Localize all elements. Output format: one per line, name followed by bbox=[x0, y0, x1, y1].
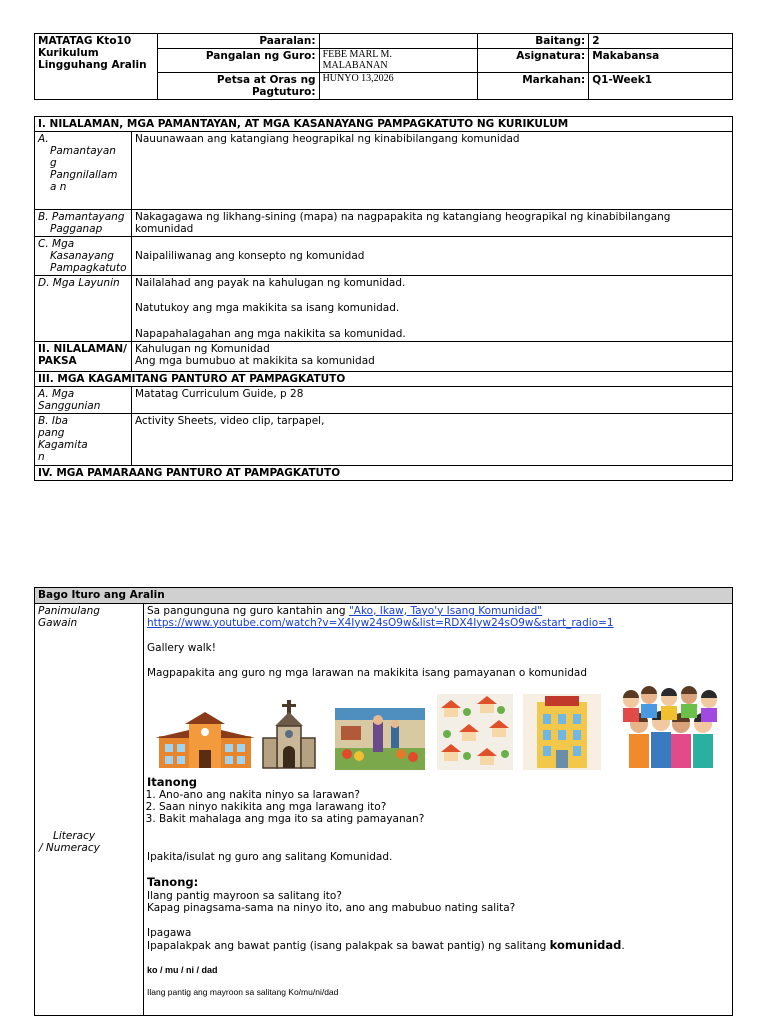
curriculum-label: MATATAG Kto10 Kurikulum Lingguhang Aralin bbox=[35, 34, 158, 100]
houses-icon bbox=[437, 694, 513, 770]
lesson-labels: Panimulang Gawain Literacy / Numeracy bbox=[35, 603, 144, 1015]
markahan-value: Q1-Week1 bbox=[589, 73, 733, 100]
tanong-1: Ilang pantig mayroon sa salitang ito? bbox=[147, 889, 342, 902]
tanong-2: Kapag pinagsama-sama na ninyo ito, ano ang mabubuo nating salita? bbox=[147, 901, 516, 914]
row-c-text: Naipaliliwanag ang konsepto ng komunidad bbox=[132, 237, 733, 276]
section-3-header: III. MGA KAGAMITANG PANTURO AT PAMPAGKATUTO bbox=[35, 371, 733, 386]
sanggunian-text: Matatag Curriculum Guide, p 28 bbox=[132, 386, 733, 413]
asignatura-value: Makabansa bbox=[589, 49, 733, 73]
ipakita-text: Ipakita/isulat ng guro ang salitang Komunidad. bbox=[147, 851, 393, 864]
lesson-table bbox=[34, 587, 733, 1016]
petsa-value: HUNYO 13,2026 bbox=[319, 73, 478, 100]
header-table bbox=[34, 33, 733, 100]
show-text: Magpapakita ang guro ng mga larawan na makikita isang pamayanan o komunidad bbox=[147, 666, 588, 679]
baitang-value: 2 bbox=[589, 34, 733, 49]
question-list bbox=[147, 789, 729, 825]
section-1-header: I. NILALAMAN, MGA PAMANTAYAN, AT MGA KASANAYANG PAMPAGKATUTO NG KURIKULUM bbox=[35, 117, 733, 132]
song-link[interactable]: "Ako, Ikaw, Tayo'y Isang Komunidad" bbox=[348, 604, 543, 617]
row-b-label: B. Pamantayang Pagganap bbox=[35, 210, 132, 237]
last-question: Ilang pantig ang mayroon sa salitang Ko/mu/ni/dad bbox=[147, 987, 339, 998]
question-item: 1. Ano-ano ang nakita ninyo sa larawan? bbox=[159, 789, 729, 801]
markahan-label: Markahan: bbox=[478, 73, 589, 100]
question-item: 3. Bakit mahalaga ang mga ito sa ating pamayanan? bbox=[159, 813, 729, 825]
guro-value: FEBE MARL M. MALABANAN bbox=[319, 49, 478, 73]
kagamitan-label: B. Iba pang Kagamita n bbox=[35, 413, 132, 465]
lesson-body bbox=[144, 603, 733, 1015]
row-d-text: Nailalahad ang payak na kahulugan ng komunidad. Natutukoy ang mga makikita sa isang komunidad. Napapahalagahan ang mga nakikita sa komunidad. bbox=[132, 276, 733, 341]
sanggunian-label: A. Mga Sanggunian bbox=[35, 386, 132, 413]
syllables-text: ko / mu / ni / dad bbox=[147, 965, 218, 975]
school-icon bbox=[155, 710, 255, 770]
gallery-text: Gallery walk! bbox=[147, 641, 216, 654]
paaralan-label: Paaralan: bbox=[157, 34, 319, 49]
section-2-text: Kahulugan ng Komunidad Ang mga bumubuo at makikita sa komunidad bbox=[132, 341, 733, 371]
row-b-text: Nakagagawa ng likhang-sining (mapa) na nagpapakita ng katangiang heograpikal ng kinabibilangang komunidad bbox=[132, 210, 733, 237]
youtube-link[interactable]: https://www.youtube.com/watch?v=X4Iyw24sO9w&list=RDX4Iyw24sO9w&start_radio=1 bbox=[147, 616, 614, 629]
section-4-header: IV. MGA PAMARAANG PANTURO AT PAMPAGKATUTO bbox=[35, 465, 733, 480]
palakpak-text: Ipapalakpak ang bawat pantig (isang palakpak sa bawat pantig) ng salitang komunidad. bbox=[147, 937, 625, 952]
paaralan-value bbox=[319, 34, 478, 49]
church-icon bbox=[261, 700, 317, 770]
kagamitan-text: Activity Sheets, video clip, tarpapel, bbox=[132, 413, 733, 465]
question-item: 2. Saan ninyo nakikita ang mga larawang ito? bbox=[159, 801, 729, 813]
plan-table bbox=[34, 116, 733, 481]
intro-line: Sa pangunguna ng guro kantahin ang "Ako, Ikaw, Tayo'y Isang Komunidad" bbox=[147, 604, 543, 617]
row-a-label: A. Pamantayan g Pangnilallam a n bbox=[35, 132, 132, 210]
section-2-label: II. NILALAMAN/ PAKSA bbox=[35, 341, 132, 371]
lesson-header: Bago Ituro ang Aralin bbox=[35, 588, 733, 604]
row-a-text: Nauunawaan ang katangiang heograpikal ng kinabibilangang komunidad bbox=[132, 132, 733, 210]
hospital-icon bbox=[523, 694, 601, 770]
guro-label: Pangalan ng Guro: bbox=[157, 49, 319, 73]
row-d-label: D. Mga Layunin bbox=[35, 276, 132, 341]
crowd-icon bbox=[619, 686, 721, 770]
asignatura-label: Asignatura: bbox=[478, 49, 589, 73]
petsa-label: Petsa at Oras ng Pagtuturo: bbox=[157, 73, 319, 100]
row-c-label: C. Mga Kasanayang Pampagkatuto bbox=[35, 237, 132, 276]
itanong-heading: Itanong bbox=[147, 774, 198, 789]
tanong-heading: Tanong: bbox=[147, 875, 199, 890]
market-icon bbox=[335, 708, 425, 770]
image-row bbox=[155, 686, 729, 770]
baitang-label: Baitang: bbox=[478, 34, 589, 49]
ipagawa-text: Ipagawa bbox=[147, 926, 192, 939]
